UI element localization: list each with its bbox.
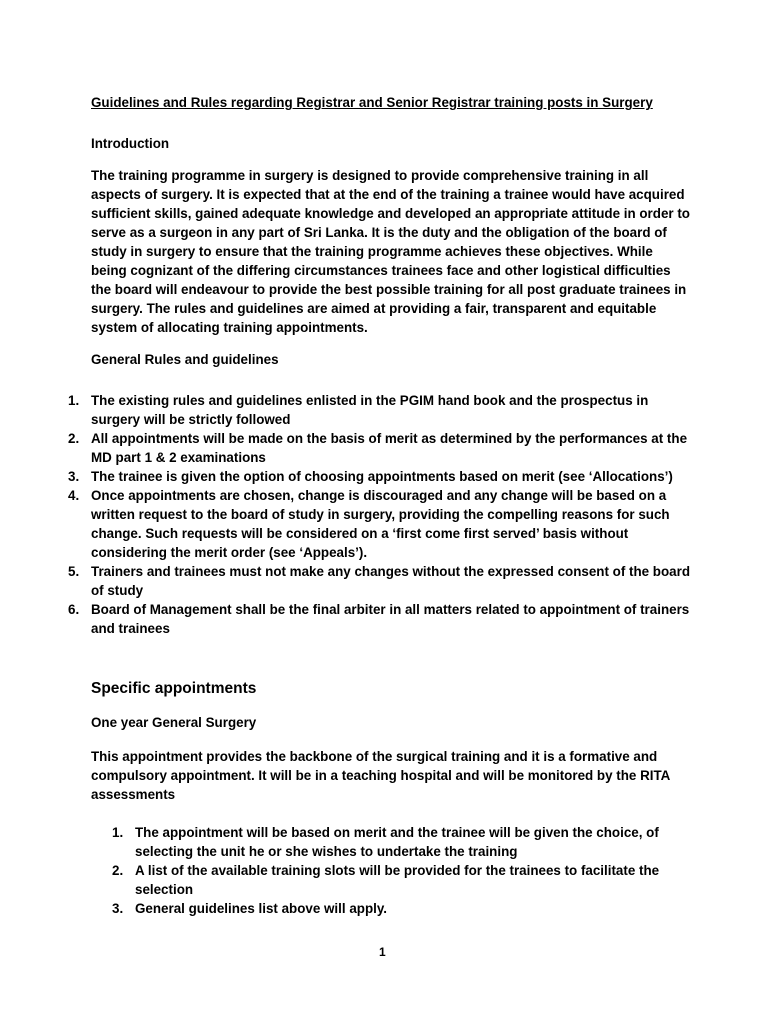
introduction-heading: Introduction: [91, 136, 170, 151]
list-item-number: 2.: [112, 863, 124, 878]
list-item-number: 5.: [68, 564, 80, 579]
list-item: [68, 429, 691, 467]
list-item: [68, 467, 691, 486]
list-item-text: The existing rules and guidelines enlisted in the PGIM hand book and the prospectus in surgery will be strictly followed: [91, 393, 649, 427]
general-surgery-list: [112, 823, 691, 918]
list-item-text: The appointment will be based on merit and the trainee will be given the choice, of selecting the unit he or she wishes to undertake the training: [135, 825, 659, 859]
list-item-text: Trainers and trainees must not make any changes without the expressed consent of the board of study: [91, 564, 691, 598]
list-item-number: 4.: [68, 488, 80, 503]
list-item-text: The trainee is given the option of choosing appointments based on merit (see ‘Allocations’): [91, 469, 673, 484]
list-item-text: Board of Management shall be the final arbiter in all matters related to appointment of trainers and trainees: [91, 602, 690, 636]
list-item-number: 6.: [68, 602, 80, 617]
general-surgery-paragraph: This appointment provides the backbone of the surgical training and it is a formative and compulsory appointment. It will be in a teaching hospital and will be monitored by the RITA assessments: [91, 749, 670, 802]
list-item: [68, 562, 691, 600]
list-item-number: 1.: [112, 825, 124, 840]
list-item: [112, 861, 691, 899]
page-number: 1: [379, 945, 386, 959]
general-rules-list: [68, 391, 691, 638]
list-item: [68, 600, 691, 638]
list-item-number: 3.: [112, 901, 124, 916]
list-item: [68, 391, 691, 429]
list-item: [112, 899, 691, 918]
list-item-number: 3.: [68, 469, 80, 484]
introduction-paragraph: The training programme in surgery is designed to provide comprehensive training in all aspects of surgery. It is expected that at the end of the training a trainee would have acquired sufficient skills, gained adequate knowledge and developed an appropriate attitude in order to serve as a surgeon in any part of Sri Lanka. It is the duty and the obligation of the board of study in surgery to ensure that the training programme achieves these objectives. While being cognizant of the differing circumstances trainees face and other logistical difficulties the board will endeavour to provide the best possible training for all post graduate trainees in surgery. The rules and guidelines are aimed at providing a fair, transparent and equitable system of allocating training appointments.: [91, 168, 690, 335]
list-item-text: General guidelines list above will apply.: [135, 901, 388, 916]
general-rules-heading: General Rules and guidelines: [91, 352, 279, 367]
list-item: [68, 486, 691, 562]
list-item-text: All appointments will be made on the basis of merit as determined by the performances at the MD part 1 & 2 examinations: [91, 431, 688, 465]
list-item-text: Once appointments are chosen, change is discouraged and any change will be based on a written request to the board of study in surgery, providing the compelling reasons for such change. Such requests will be considered on a ‘first come first served’ basis without considering the merit order (see ‘Appeals’).: [91, 488, 670, 560]
general-surgery-subheading: One year General Surgery: [91, 715, 257, 730]
document-title: Guidelines and Rules regarding Registrar and Senior Registrar training posts in Surgery: [91, 95, 653, 110]
list-item: [112, 823, 691, 861]
list-item-number: 1.: [68, 393, 80, 408]
list-item-number: 2.: [68, 431, 80, 446]
list-item-text: A list of the available training slots will be provided for the trainees to facilitate the selection: [135, 863, 660, 897]
specific-appointments-heading: Specific appointments: [91, 680, 257, 697]
